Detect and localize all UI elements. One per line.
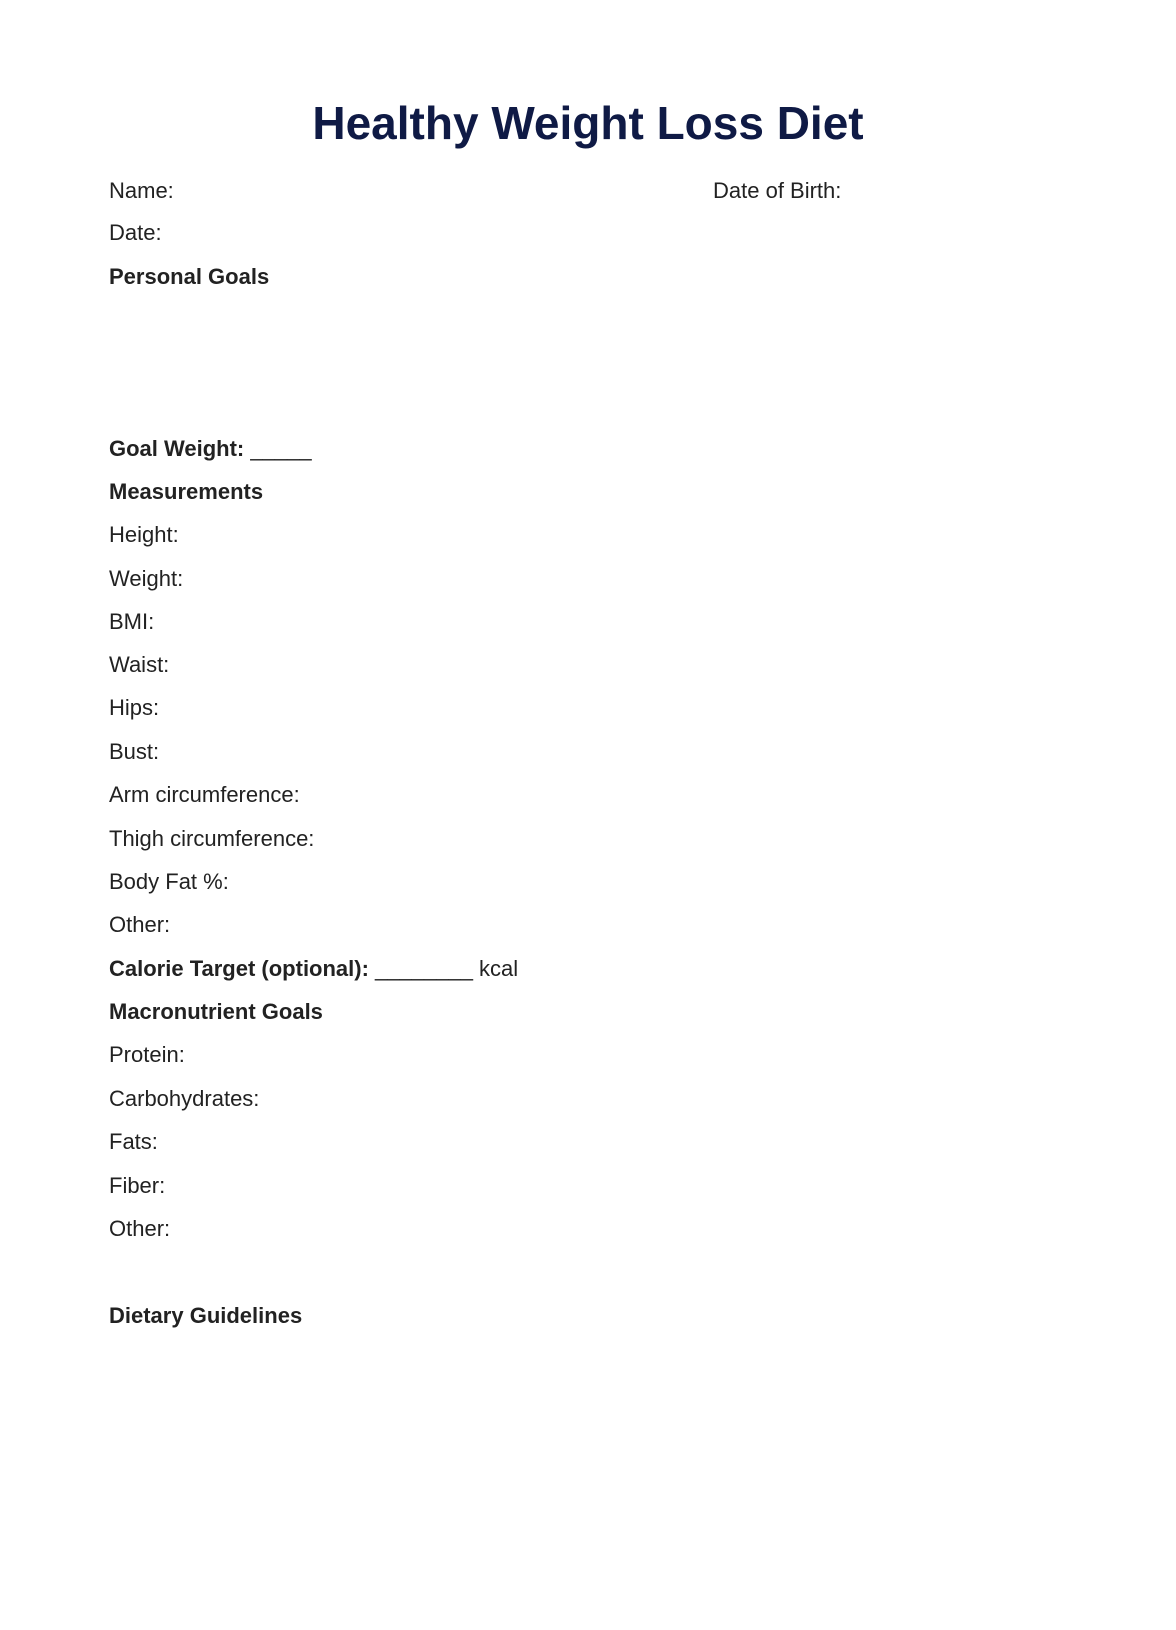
measurement-thigh-circumference: Thigh circumference: <box>109 826 315 851</box>
measurement-body-fat: Body Fat %: <box>109 869 229 894</box>
measurement-bmi: BMI: <box>109 609 155 634</box>
measurement-waist: Waist: <box>109 652 170 677</box>
goal-weight-line <box>109 435 312 463</box>
personal-goals-heading: Personal Goals <box>109 264 270 289</box>
macronutrient-goals-heading: Macronutrient Goals <box>109 999 323 1024</box>
name-field-label: Name: <box>109 178 174 203</box>
dietary-guidelines-heading: Dietary Guidelines <box>109 1303 303 1328</box>
macro-fats: Fats: <box>109 1129 158 1154</box>
macro-other: Other: <box>109 1216 171 1241</box>
date-of-birth-field-label: Date of Birth: <box>713 178 842 203</box>
goal-weight-label: Goal Weight: <box>109 436 245 461</box>
goal-weight-blank: _____ <box>244 436 312 461</box>
measurements-heading: Measurements <box>109 479 264 504</box>
measurement-other: Other: <box>109 912 171 937</box>
measurement-hips: Hips: <box>109 695 160 720</box>
macro-fiber: Fiber: <box>109 1173 166 1198</box>
calorie-target-label: Calorie Target (optional): <box>109 956 369 981</box>
macro-carbohydrates: Carbohydrates: <box>109 1086 260 1111</box>
date-field-label: Date: <box>109 220 162 245</box>
measurement-arm-circumference: Arm circumference: <box>109 782 300 807</box>
measurement-weight: Weight: <box>109 566 184 591</box>
calorie-target-blank: ________ kcal <box>368 956 519 981</box>
macro-protein: Protein: <box>109 1042 185 1067</box>
measurement-height: Height: <box>109 522 179 547</box>
measurement-bust: Bust: <box>109 739 160 764</box>
calorie-target-line <box>109 955 518 983</box>
page-title: Healthy Weight Loss Diet <box>312 97 864 149</box>
